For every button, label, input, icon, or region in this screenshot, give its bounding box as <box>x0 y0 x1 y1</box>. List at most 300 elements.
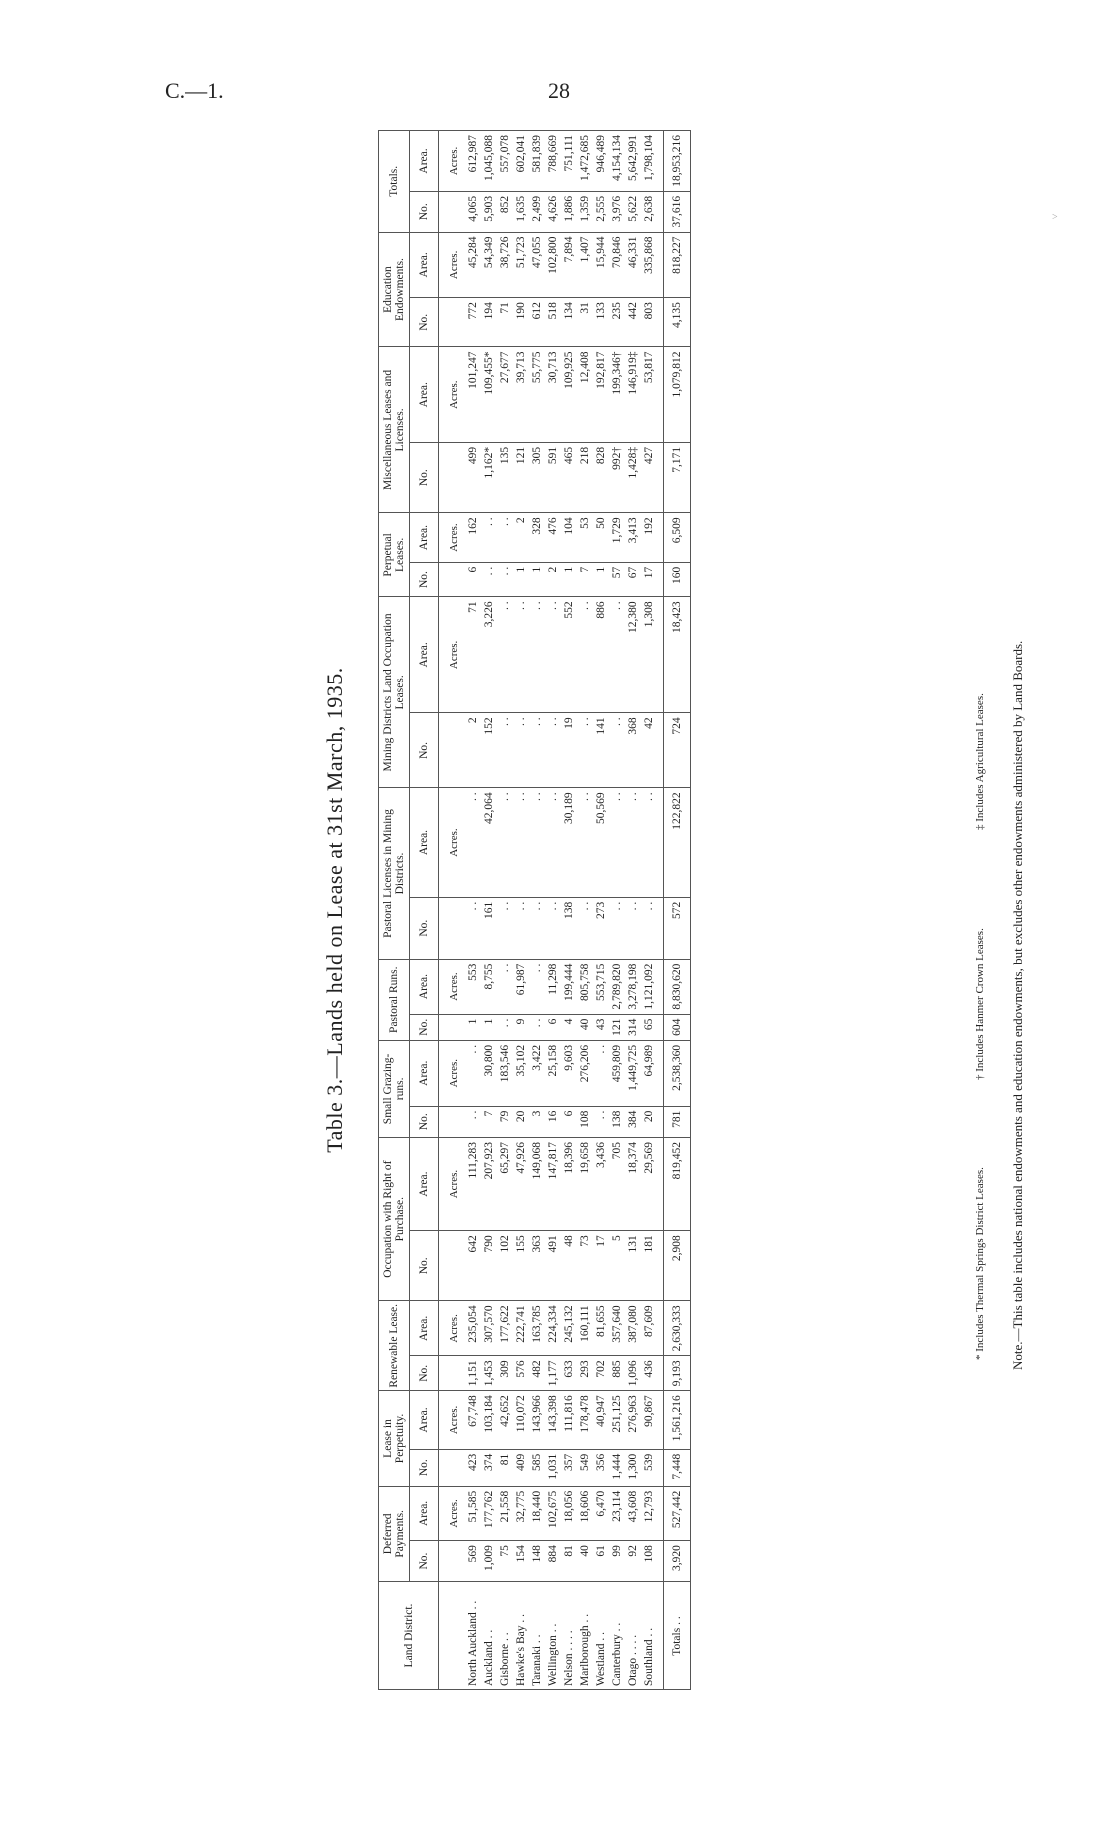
value-cell: . . <box>609 897 625 959</box>
total-cell: 2,538,360 <box>664 1040 691 1106</box>
footnote-thermal-springs: * Includes Thermal Springs District Leases. <box>974 1167 986 1360</box>
value-cell: 17 <box>593 1231 609 1301</box>
total-cell: 3,920 <box>664 1541 691 1582</box>
value-cell: 43,608 <box>625 1486 641 1540</box>
value-cell: 569 <box>465 1541 481 1582</box>
value-cell: 4,065 <box>465 191 481 232</box>
value-cell: 40,947 <box>593 1391 609 1449</box>
value-cell: 459,809 <box>609 1040 625 1106</box>
value-cell: 50 <box>593 513 609 562</box>
value-cell: 7 <box>577 562 593 597</box>
value-cell: 133 <box>593 298 609 347</box>
value-cell: 18,374 <box>625 1137 641 1230</box>
total-cell: 18,953,216 <box>664 131 691 192</box>
value-cell: 55,775 <box>529 347 545 442</box>
value-cell: 51,585 <box>465 1486 481 1540</box>
value-cell: 12,408 <box>577 347 593 442</box>
value-cell: 1,635 <box>513 191 529 232</box>
total-cell: 724 <box>664 713 691 788</box>
value-cell: 2 <box>545 562 561 597</box>
value-cell: 235,054 <box>465 1301 481 1356</box>
total-cell: 37,616 <box>664 191 691 232</box>
value-cell: 4,626 <box>545 191 561 232</box>
value-cell: 805,758 <box>577 959 593 1014</box>
group-header: Occupation with Right of Purchase. <box>379 1137 410 1300</box>
value-cell: 828 <box>593 442 609 512</box>
value-cell: 305 <box>529 442 545 512</box>
no-subheader: No. <box>410 1541 439 1582</box>
district-cell: Hawke's Bay . . <box>513 1582 529 1690</box>
value-cell: 46,331 <box>625 232 641 298</box>
value-cell: 192 <box>641 513 664 562</box>
value-cell: 109,925 <box>561 347 577 442</box>
value-cell: 602,041 <box>513 131 529 192</box>
table-row <box>465 131 481 1690</box>
value-cell: 1,729 <box>609 513 625 562</box>
value-cell: . . <box>497 897 513 959</box>
value-cell: 103,184 <box>481 1391 497 1449</box>
value-cell: 19,658 <box>577 1137 593 1230</box>
value-cell: 160,111 <box>577 1301 593 1356</box>
value-cell: 633 <box>561 1356 577 1391</box>
value-cell: . . <box>497 513 513 562</box>
district-cell: North Auckland . . <box>465 1582 481 1690</box>
value-cell: . . <box>497 562 513 597</box>
value-cell: . . <box>545 897 561 959</box>
units-label: Acres. <box>439 232 466 298</box>
footnote-agricultural: ‡ Includes Agricultural Leases. <box>974 693 986 830</box>
table-body <box>439 131 691 1690</box>
value-cell: 1,096 <box>625 1356 641 1391</box>
value-cell: 276,963 <box>625 1391 641 1449</box>
page-reference: C.—1. <box>165 78 224 103</box>
totals-row <box>664 131 691 1690</box>
value-cell: . . <box>545 713 561 788</box>
value-cell: 224,334 <box>545 1301 561 1356</box>
value-cell: 50,569 <box>593 788 609 897</box>
value-cell: 1,453 <box>481 1356 497 1391</box>
value-cell: 3,976 <box>609 191 625 232</box>
total-cell: 781 <box>664 1106 691 1137</box>
table-row <box>609 131 625 1690</box>
value-cell: 3,226 <box>481 597 497 713</box>
value-cell: 1 <box>481 1014 497 1040</box>
units-blank <box>439 298 466 347</box>
value-cell: 53 <box>577 513 593 562</box>
value-cell: 81 <box>497 1449 513 1486</box>
value-cell: 110,072 <box>513 1391 529 1449</box>
value-cell: 368 <box>625 713 641 788</box>
value-cell: 121 <box>609 1014 625 1040</box>
value-cell: 39,713 <box>513 347 529 442</box>
area-subheader: Area. <box>410 959 439 1014</box>
units-label: Acres. <box>439 347 466 442</box>
value-cell: 73 <box>577 1231 593 1301</box>
total-cell: 8,830,620 <box>664 959 691 1014</box>
value-cell: 884 <box>545 1541 561 1582</box>
area-subheader: Area. <box>410 232 439 298</box>
value-cell: 553 <box>465 959 481 1014</box>
value-cell: 9 <box>513 1014 529 1040</box>
value-cell: . . <box>497 713 513 788</box>
value-cell: 7,894 <box>561 232 577 298</box>
units-label: Acres. <box>439 131 466 192</box>
value-cell: 177,762 <box>481 1486 497 1540</box>
value-cell: 5,903 <box>481 191 497 232</box>
value-cell: 152 <box>481 713 497 788</box>
total-cell: 18,423 <box>664 597 691 713</box>
value-cell: 99 <box>609 1541 625 1582</box>
district-cell: Auckland . . <box>481 1582 497 1690</box>
units-label: Acres. <box>439 1040 466 1106</box>
value-cell: 61,987 <box>513 959 529 1014</box>
value-cell: 423 <box>465 1449 481 1486</box>
value-cell: 102,675 <box>545 1486 561 1540</box>
value-cell: 2,555 <box>593 191 609 232</box>
table-row <box>641 131 664 1690</box>
value-cell: 47,055 <box>529 232 545 298</box>
rotated-table-block <box>322 130 1050 1690</box>
value-cell: 47,926 <box>513 1137 529 1230</box>
total-cell: 819,452 <box>664 1137 691 1230</box>
value-cell: 29,569 <box>641 1137 664 1230</box>
value-cell: . . <box>577 788 593 897</box>
value-cell: 138 <box>561 897 577 959</box>
total-cell: 4,135 <box>664 298 691 347</box>
value-cell: 18,056 <box>561 1486 577 1540</box>
value-cell: 17 <box>641 562 664 597</box>
district-cell: Taranaki . . <box>529 1582 545 1690</box>
area-subheader: Area. <box>410 1301 439 1356</box>
value-cell: 1,359 <box>577 191 593 232</box>
value-cell: 31 <box>577 298 593 347</box>
value-cell: . . <box>529 788 545 897</box>
page-number: 28 <box>548 78 570 103</box>
table-row <box>497 131 513 1690</box>
area-subheader: Area. <box>410 513 439 562</box>
units-label: Acres. <box>439 1391 466 1449</box>
value-cell: 251,125 <box>609 1391 625 1449</box>
value-cell: 1,798,104 <box>641 131 664 192</box>
no-subheader: No. <box>410 1014 439 1040</box>
no-subheader: No. <box>410 191 439 232</box>
total-cell: 122,822 <box>664 788 691 897</box>
group-header: Pastoral Licenses in Mining Districts. <box>379 788 410 959</box>
units-blank <box>439 1106 466 1137</box>
district-cell: Southland . . <box>641 1582 664 1690</box>
table-row <box>513 131 529 1690</box>
value-cell: 409 <box>513 1449 529 1486</box>
no-subheader: No. <box>410 897 439 959</box>
value-cell: 20 <box>641 1106 664 1137</box>
value-cell: 482 <box>529 1356 545 1391</box>
no-subheader: No. <box>410 1106 439 1137</box>
value-cell: 92 <box>625 1541 641 1582</box>
total-cell: 818,227 <box>664 232 691 298</box>
value-cell: 45,284 <box>465 232 481 298</box>
value-cell: 363 <box>529 1231 545 1301</box>
total-cell: 7,171 <box>664 442 691 512</box>
value-cell: 852 <box>497 191 513 232</box>
value-cell: 1,444 <box>609 1449 625 1486</box>
value-cell: 111,816 <box>561 1391 577 1449</box>
value-cell: 102 <box>497 1231 513 1301</box>
units-label: Acres. <box>439 597 466 713</box>
value-cell: 53,817 <box>641 347 664 442</box>
area-subheader: Area. <box>410 347 439 442</box>
value-cell: 2 <box>513 513 529 562</box>
units-blank <box>439 562 466 597</box>
value-cell: 356 <box>593 1449 609 1486</box>
value-cell: 18,396 <box>561 1137 577 1230</box>
group-header: Education Endowments. <box>379 232 410 347</box>
value-cell: 181 <box>641 1231 664 1301</box>
value-cell: 109,455* <box>481 347 497 442</box>
value-cell: . . <box>529 897 545 959</box>
no-subheader: No. <box>410 1231 439 1301</box>
value-cell: 6 <box>561 1106 577 1137</box>
units-label: Acres. <box>439 513 466 562</box>
value-cell: 5 <box>609 1231 625 1301</box>
units-label: Acres. <box>439 1301 466 1356</box>
value-cell: 147,817 <box>545 1137 561 1230</box>
value-cell: . . <box>529 713 545 788</box>
value-cell: 81,655 <box>593 1301 609 1356</box>
value-cell: 1,472,685 <box>577 131 593 192</box>
value-cell: 20 <box>513 1106 529 1137</box>
value-cell: 702 <box>593 1356 609 1391</box>
units-blank <box>439 713 466 788</box>
value-cell: 32,775 <box>513 1486 529 1540</box>
value-cell: 35,102 <box>513 1040 529 1106</box>
total-cell: 160 <box>664 562 691 597</box>
value-cell: 1,177 <box>545 1356 561 1391</box>
value-cell: 612,987 <box>465 131 481 192</box>
value-cell: 27,677 <box>497 347 513 442</box>
group-header: Small Grazing-runs. <box>379 1040 410 1137</box>
value-cell: 245,132 <box>561 1301 577 1356</box>
value-cell: . . <box>529 959 545 1014</box>
value-cell: . . <box>625 897 641 959</box>
value-cell: 581,839 <box>529 131 545 192</box>
units-blank <box>439 1356 466 1391</box>
group-header: Deferred Payments. <box>379 1486 410 1581</box>
value-cell: 273 <box>593 897 609 959</box>
value-cell: 155 <box>513 1231 529 1301</box>
no-subheader: No. <box>410 442 439 512</box>
no-subheader: No. <box>410 1449 439 1486</box>
value-cell: 23,114 <box>609 1486 625 1540</box>
value-cell: 65 <box>641 1014 664 1040</box>
group-header: Renewable Lease. <box>379 1301 410 1391</box>
value-cell: 1,009 <box>481 1541 497 1582</box>
total-cell: 527,442 <box>664 1486 691 1540</box>
value-cell: . . <box>545 597 561 713</box>
value-cell: . . <box>593 1040 609 1106</box>
value-cell: 57 <box>609 562 625 597</box>
value-cell: 946,489 <box>593 131 609 192</box>
value-cell: 134 <box>561 298 577 347</box>
total-cell: 2,908 <box>664 1231 691 1301</box>
units-blank <box>439 191 466 232</box>
table-title: Table 3.—Lands held on Lease at 31st March, 1935. <box>322 667 347 1153</box>
value-cell: 3,278,198 <box>625 959 641 1014</box>
value-cell: 108 <box>641 1541 664 1582</box>
group-header: Lease in Perpetuity. <box>379 1391 410 1486</box>
district-cell: Nelson . . . . <box>561 1582 577 1690</box>
value-cell: 146,919‡ <box>625 347 641 442</box>
value-cell: 67 <box>625 562 641 597</box>
value-cell: 3 <box>529 1106 545 1137</box>
value-cell: . . <box>609 713 625 788</box>
margin-mark: > <box>1052 212 1058 223</box>
value-cell: 1 <box>529 562 545 597</box>
value-cell: 190 <box>513 298 529 347</box>
units-blank <box>439 1449 466 1486</box>
units-label: Acres. <box>439 1486 466 1540</box>
value-cell: 293 <box>577 1356 593 1391</box>
table-row <box>529 131 545 1690</box>
units-row <box>439 131 466 1690</box>
area-subheader: Area. <box>410 597 439 713</box>
value-cell: 108 <box>577 1106 593 1137</box>
value-cell: 772 <box>465 298 481 347</box>
value-cell: . . <box>497 597 513 713</box>
value-cell: . . <box>513 713 529 788</box>
value-cell: 12,793 <box>641 1486 664 1540</box>
value-cell: . . <box>513 597 529 713</box>
value-cell: 992† <box>609 442 625 512</box>
value-cell: 5,642,991 <box>625 131 641 192</box>
value-cell: 788,669 <box>545 131 561 192</box>
units-blank <box>439 1541 466 1582</box>
value-cell: 803 <box>641 298 664 347</box>
value-cell: 4 <box>561 1014 577 1040</box>
value-cell: 48 <box>561 1231 577 1301</box>
value-cell: 143,966 <box>529 1391 545 1449</box>
no-subheader: No. <box>410 1356 439 1391</box>
table-note: Note.—This table includes national endowments and education endowments, but excludes other endowments administered by Land Boards. <box>1010 640 1025 1370</box>
value-cell: 42,652 <box>497 1391 513 1449</box>
totals-label: Totals . . <box>664 1582 691 1690</box>
value-cell: . . <box>465 1040 481 1106</box>
value-cell: 309 <box>497 1356 513 1391</box>
value-cell: . . <box>497 1014 513 1040</box>
total-cell: 7,448 <box>664 1449 691 1486</box>
table-row <box>593 131 609 1690</box>
group-header: Totals. <box>379 131 410 233</box>
value-cell: . . <box>641 897 664 959</box>
table-row <box>561 131 577 1690</box>
value-cell: 149,068 <box>529 1137 545 1230</box>
value-cell: 61 <box>593 1541 609 1582</box>
table-row <box>545 131 561 1690</box>
value-cell: . . <box>513 897 529 959</box>
value-cell: . . <box>577 597 593 713</box>
value-cell: 163,785 <box>529 1301 545 1356</box>
value-cell: 192,817 <box>593 347 609 442</box>
district-cell: Westland . . <box>593 1582 609 1690</box>
value-cell: 15,944 <box>593 232 609 298</box>
table-row <box>625 131 641 1690</box>
table-row <box>577 131 593 1690</box>
value-cell: 21,558 <box>497 1486 513 1540</box>
value-cell: 1,308 <box>641 597 664 713</box>
value-cell: 476 <box>545 513 561 562</box>
value-cell: 199,346† <box>609 347 625 442</box>
total-cell: 9,193 <box>664 1356 691 1391</box>
value-cell: 6 <box>465 562 481 597</box>
value-cell: 1,428‡ <box>625 442 641 512</box>
value-cell: . . <box>513 788 529 897</box>
value-cell: . . <box>577 713 593 788</box>
total-cell: 6,509 <box>664 513 691 562</box>
value-cell: 357 <box>561 1449 577 1486</box>
value-cell: . . <box>497 788 513 897</box>
value-cell: 2,789,820 <box>609 959 625 1014</box>
units-blank <box>439 897 466 959</box>
value-cell: 111,283 <box>465 1137 481 1230</box>
value-cell: 65,297 <box>497 1137 513 1230</box>
value-cell: 7 <box>481 1106 497 1137</box>
value-cell: 8,755 <box>481 959 497 1014</box>
value-cell: 1,300 <box>625 1449 641 1486</box>
value-cell: 16 <box>545 1106 561 1137</box>
value-cell: 576 <box>513 1356 529 1391</box>
value-cell: 6 <box>545 1014 561 1040</box>
value-cell: 218 <box>577 442 593 512</box>
total-cell: 1,079,812 <box>664 347 691 442</box>
value-cell: 19 <box>561 713 577 788</box>
district-cell: Wellington . . <box>545 1582 561 1690</box>
value-cell: 235 <box>609 298 625 347</box>
units-blank <box>439 1231 466 1301</box>
value-cell: 3,413 <box>625 513 641 562</box>
group-header: Miscellaneous Leases and Licenses. <box>379 347 410 513</box>
value-cell: 207,923 <box>481 1137 497 1230</box>
value-cell: 518 <box>545 298 561 347</box>
total-cell: 604 <box>664 1014 691 1040</box>
value-cell: 102,800 <box>545 232 561 298</box>
value-cell: 18,606 <box>577 1486 593 1540</box>
value-cell: 4,154,134 <box>609 131 625 192</box>
total-cell: 572 <box>664 897 691 959</box>
value-cell: 1 <box>561 562 577 597</box>
value-cell: 491 <box>545 1231 561 1301</box>
value-cell: 138 <box>609 1106 625 1137</box>
value-cell: 25,158 <box>545 1040 561 1106</box>
value-cell: 42 <box>641 713 664 788</box>
total-cell: 2,630,333 <box>664 1301 691 1356</box>
units-label: Acres. <box>439 959 466 1014</box>
value-cell: 81 <box>561 1541 577 1582</box>
value-cell: 87,609 <box>641 1301 664 1356</box>
value-cell: 384 <box>625 1106 641 1137</box>
value-cell: 154 <box>513 1541 529 1582</box>
value-cell: . . <box>529 1014 545 1040</box>
value-cell: 222,741 <box>513 1301 529 1356</box>
value-cell: 465 <box>561 442 577 512</box>
value-cell: 51,723 <box>513 232 529 298</box>
table-row <box>481 131 497 1690</box>
value-cell: 1,162* <box>481 442 497 512</box>
value-cell: 790 <box>481 1231 497 1301</box>
value-cell: . . <box>641 788 664 897</box>
value-cell: . . <box>481 513 497 562</box>
value-cell: 1 <box>465 1014 481 1040</box>
value-cell: 79 <box>497 1106 513 1137</box>
value-cell: 101,247 <box>465 347 481 442</box>
